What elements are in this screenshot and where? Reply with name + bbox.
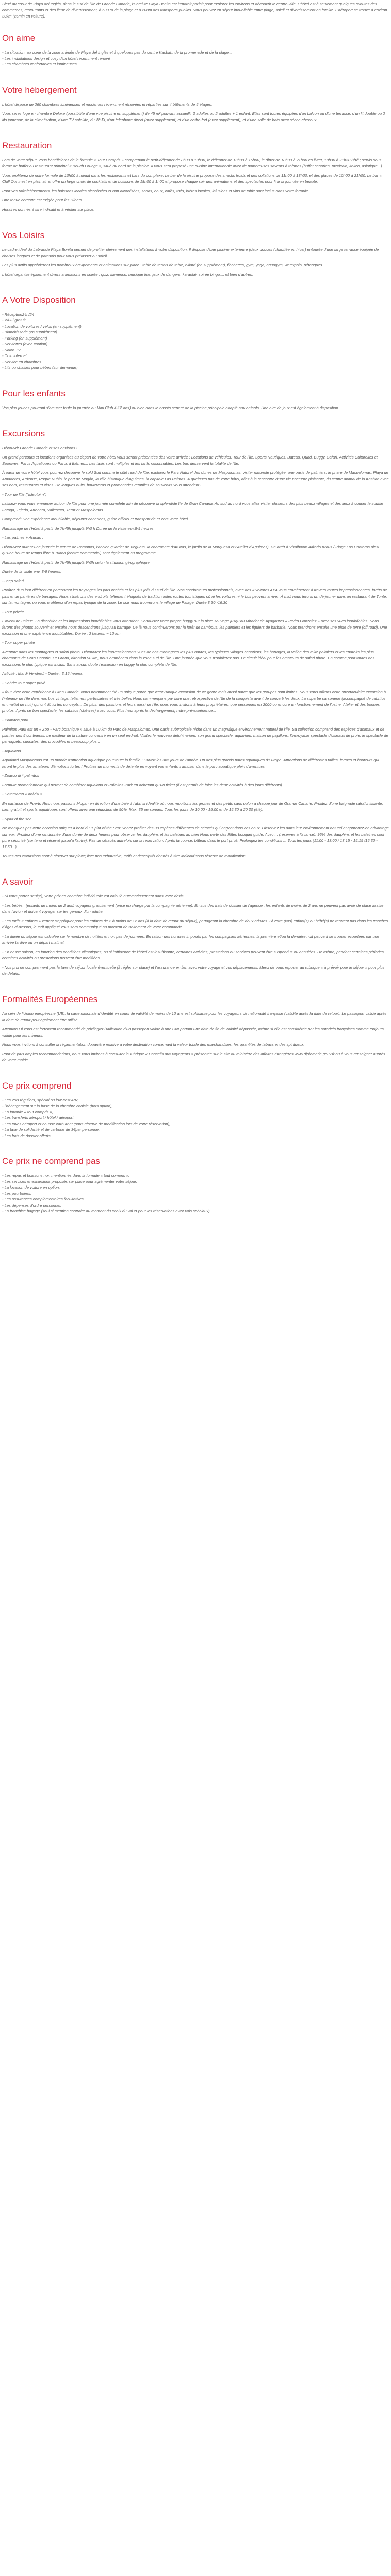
list-item: - Les assurances complémentaires facultatives, (2, 1197, 85, 1201)
section-paragraph: - Les tarifs « enfants » venant s'appliquer pour les enfants de 2 à moins de 12 ans (à la date de retour du séjour), partageant la chambre de deux adultes. Si votre (vos) enfant(s) ou bébé(s) ne rentrent pas dans les tranches d'âges ci-dessus, le tarif appliqué vous sera communiqué au moment de traitement de votre commande. (2, 918, 388, 929)
section-paragraph: Au sein de l'Union européenne (UE), la carte nationale d'identité en cours de validité de moins de 10 ans est suffisante pour les voyageurs de nationalité française (validité après la date de retour). Le passeport valide après la date de retour peut également être utilisé. (2, 1011, 387, 1022)
section-on-aime (2, 33, 389, 67)
list-item: - Wi-Fi gratuit (2, 318, 26, 323)
page (0, 0, 391, 1214)
section-paragraph: - Aqualand (2, 748, 21, 753)
list-item: - Réception24h/24 (2, 312, 35, 317)
section-formalit-s-europ-ennes (2, 994, 389, 1063)
section-paragraph: Formule promotionnelle qui permet de combiner Aqualand et Palmitos Park en achetant qu'un ticket (il est permis de faire les deux activités à des jours différents). (2, 782, 283, 787)
section-paragraph: L'aventure unique. La discrétion et les impressions inoubliables vous attendent. Conduisez votre propre buggy sur la piste sauvage jusqu'au Mirador de Ayagaures « Pedro Gonzalez » avec ses vues inoubliables. Nous ferons des photos souvenir et ensuite nous descendrons jusqu'au barrage. De là nous continuerons par la forêt de bambous, les palmiers et les figuiers de barbarie. Nous prendrons ensuite une piste de terre (off road). Une excursion et une expérience inoubliables. Durée : 2 heures, ~ 10 km (2, 618, 387, 636)
sections-container (2, 33, 389, 1214)
section-paragraph: Toutes ces excursions sont à réserver sur place; liste non exhaustive, tarifs et descriptifs donnés à titre indicatif sous réserve de modification. (2, 853, 247, 858)
list-item: - La franchise bagage (soul si mention contraire au moment du choix du vol et pour les réservations avec vols spéciaux). (2, 1209, 211, 1213)
list-item: - Les frais de dossier offerts. (2, 1133, 52, 1138)
section-paragraph: En partance de Puerto Rico nous passons Mogan en direction d'une baie à l'abri si idéalité où nous mouillons les grottes et des petits sans qu'on a chaque jour de Grande Canarie. Profitez d'une baignade rafraîchissante, bien gratuit et sports aquatiques sont offerts avec une réduction de 50%. Max. 35 personnes. Tous les jours de 10:00 - 15:00 et de 15:30 à 20:30 (été). (2, 801, 383, 812)
section-paragraph: Ramassage de l'Hôtel à partir de 7h45h jusqu'à 9h0 h Durée de la visite env.8-9 heures. (2, 526, 155, 531)
section-paragraph: Ne manquez pas cette occasion unique! A bord du "Spirit of the Sea" venez profiter des 30 espèces différentes de cétacés qui nagent dans ces eaux. Observez les dans leur environnement naturel et apprenez-en advantage sur eux. Profitez d'une randonnée d'une durée de deux heures pour observer les dauphins et les baleines au bien Nous partir des flûtes bouquet guide. Avec ... (réservez à l'avance), 95% des dauphins et les baleines sont pure sécurisé (contenu et réservé jusqu'à l'autre). Pas de cétacés autrefois sur la réservation. Après la course, bâteau dans le port privé. Prolongez les conditions ... Tous les jours (11:00 - 13:00 / 13:15 - 15:15 /15:30 - 17:30...). (2, 825, 389, 849)
section-paragraph: - Zparco di * palmitos (2, 773, 39, 778)
section-paragraph: - Nos prix ne comprennent pas la taxe de séjour locale éventuelle (à régler sur place) et l'assurance en lien avec votre voyage et vos déplacements. Merci de vous reporter au rubrique « à prévoir pour le séjour » pour plus de détails. (2, 964, 385, 976)
section-paragraph: - Si vous partez seul(e), votre prix en chambre individuelle est calculé automatiquement dans votre devis. (2, 893, 185, 899)
list-item: - Les taxes aéroport et hausse carburant (sous réserve de modification lors de votre réservation), (2, 1121, 171, 1126)
intro-text: Situé au cœur de Playa del Inglés, dans le sud de l'île de Grande Canarie, l'Hotel 4* Playa Bonita est l'endroit parfait pour explorer les environs et découvrir le centre-ville. L'hôtel est à seulement quelques minutes des commerces, restaurants et des lieux de divertissement, à 500 m de la plage et à 200m des transports publics. Vous pouvez en séjour inoubliable entre plage, soleil et divertissement en famille. L'aéroport se trouve à environ 30km (25min en voiture). (2, 2, 387, 19)
section-paragraph: Aventure dans les montagnes et safari photo. Découvrez les impressionnants vues de nos montagnes les plus hautes, les typiques villages canariens, les barrages, la vallée des mille palmiers et les endroits les plus charmants de Gran Canaria. Le Grand, direction 90 km, nous emmènera dans la zone sud de l'île. Une journée que vous n'oublierez pas. Le circuit idéal pour les amateurs de safari photo. En comme pour toutes nos excursions le plus typique est inclus. Sans aucun doute l'excursion en buggy la plus complète de l'île. (2, 649, 375, 667)
section-paragraph: Nous vous invitons à consulter la réglementation douanière relative à votre destination concernant la valeur totale des marchandises, les quantités de tabacs et des spiritueux. (2, 1042, 305, 1047)
list-item: - Service en chambres (2, 359, 41, 364)
section-paragraph: - Tour privée (2, 609, 24, 614)
section-paragraph: Le cadre idéal du Labrande Playa Bonita permet de profiter pleinement des installations à votre disposition. Il dispose d'une piscine extérieure (deux douces (chauffée en hiver) entourée d'une large terrasse équipée de chaises longues et de parasols pour vous prélasser au soleil. (2, 247, 379, 258)
section-paragraph: - Tour de l'île ("Isleutoi n") (2, 492, 47, 497)
section-paragraph: Aqualand Maspalomas est un monde d'attraction aquatique pour toute la famille ! Ouvert les 365 jours de l'année. Un des plus grands parcs aquatiques d'Europe. Attractions de différentes tailles, formes et hauteurs qui feront le plus des amateurs d'émotions fortes ! Profitez de moments de détente en voyant vos enfants s'amuser dans le parc aquatique plein d'aventure. (2, 757, 379, 769)
section-heading: Vos Loisirs (2, 230, 45, 240)
section-paragraph: Les plus actifs apprécieront les nombreux équipements et animations sur place : table de tennis de table, billard (en supplément), fléchettes, gym, yoga, aquagym, waterpolo, pétanques... (2, 262, 325, 267)
section-paragraph: - Cabrito tour super privé (2, 680, 45, 685)
section-paragraph: Il faut vivre cette expérience à Gran Canaria. Nous notamment été un unique parce que c'est l'unique excursion de ce genre mais aussi parce que les groupes sont limités. Nous vous offrons cette spectaculaire excursion à l'intérieur de l'île dans nos bus vintage, tellement particulières et très belles Nous commençons par faire une rétrospective de l'île de la conquista avant de converti les deux. La superbe carsonerie (accompagné de cabritos en maillot de nuit) qui ont dû ici les concepts... De plus, des passions et leurs aussi de l'île, nous vous invitons à leurs propriétaires, que personnes en 2000 ou encore un fonctionnement de l'usine. Atelier et des bonnes photos. Après ce bon spectacle, les cabritos (chèvres) avec vous. Plus haut après la déchargement, notre pré-expérience... (2, 689, 386, 713)
section-heading: Votre hébergement (2, 84, 77, 95)
section-paragraph: Lors de votre séjour, vous bénéficierez de la formule « Tout Compris » comprenant le petit-déjeuner de 8h00 à 10h30, le déjeuner de 13h00 à 15h00, le dîner de 18h00 à 21h00 en livrer, 18h30 à 21h30 l'été ; servis sous forme de buffet au restaurant principal « Bouch Lounge », situé au bord de la piscine. Il vous sera proposé une cuisine internationale avec de nombreuses saveurs à thèmes (buffet canarien, mexicain, italien, asiatique...). (2, 157, 383, 168)
list-item: - Blanchisserie (en supplément) (2, 330, 57, 334)
list-item: - Serviettes (avec caution) (2, 342, 48, 346)
list-item: - Lits ou chaises pour bébés (sur demande) (2, 365, 78, 370)
section-paragraph: Une tenue correcte est exigée pour les Dîners. (2, 197, 84, 202)
list-item: - La location de voiture en option, (2, 1185, 60, 1190)
section-paragraph: - Spirit of the sea (2, 816, 32, 821)
section-votre-h-bergement (2, 85, 389, 123)
list-item: - Les repas et boissons non mentionnés dans la formule « tout compris », (2, 1173, 129, 1178)
section-heading: Formalités Européennes (2, 994, 98, 1004)
section-paragraph: - En basse saison, en fonction des conditions climatiques, ou si l'affluence de l'hôtel est insuffisante, certaines activités, prestations ou services peuvent être suspendus ou annulées. De même, pendant certaines périodes, certaines activités ou prestations peuvent être modifiées. (2, 949, 385, 960)
section-paragraph: Durée de la visite env. 8-9 heures. (2, 569, 62, 574)
section-paragraph: - Jeep safari (2, 578, 24, 583)
section-a-votre-disposition (2, 295, 389, 371)
section-paragraph: Horaires donnés à titre indicatif et à vérifier sur place. (2, 207, 95, 212)
section-paragraph: Un grand parcours et locations organisés au départ de votre hôtel vous seront présentées dès votre arrivée : Locations de véhicules, Tour de l'île, Sports Nautiques, Bateau, Quad, Buggy, Safari, Activités Culturelles et Sportives, Parcs Aquatiques ou Parcs à thèmes... Les taxis sont multiples et les tarifs raisonnables. Les bus desservent la totalité de l'île. (2, 454, 378, 466)
section-paragraph: Pour de plus amples recommandations, nous vous invitons à consulter la rubrique « Conseils aux voyageurs » présentée sur le site du ministère des affaires étrangères www.diplomatie.gouv.fr ou à vous renseigner auprès de votre mairie. (2, 1051, 385, 1062)
list-item: - Les services et excursions proposés sur place pour agrémenter votre séjour, (2, 1179, 137, 1184)
section-a-savoir (2, 877, 389, 977)
section-ce-prix-comprend (2, 1081, 389, 1139)
section-paragraph: Découvrir Grande Canarie et ses environs ! (2, 445, 78, 450)
section-paragraph: Comprend: Une expérience inoubliable, déjeuner canariens, guide officiel et transport de et vers votre hôtel. (2, 516, 189, 521)
section-paragraph: L'hôtel dispose de 260 chambres lumineuses et modernes récemment rénovées et réparties sur 4 bâtiments de 5 étages. (2, 101, 213, 107)
list-item: - Les pourboires, (2, 1191, 31, 1196)
section-paragraph: Vous serez logé en chambre Deluxe (possibilité d'une vue piscine en supplément) de 45 m² pouvant accueillir 3 adultes ou 2 adultes + 1 enfant. Elles sont toutes équipées d'un balcon ou d'une terrasse, d'un lit double ou 2 lits jumeaux, de la climatisation, d'une TV satellite, du Wi-Fi, d'un téléphone direct (avec supplément) et d'un coffre-fort (avec supplément), et d'une salle de bain avec sèche-cheveux. (2, 111, 385, 122)
section-paragraph: L'hôtel organise également divers animations en soirée : quiz, flamenco, musique live, jeux de dangers, karaoké, soirée bingo,... et bien d'autres. (2, 272, 253, 277)
section-heading: A Votre Disposition (2, 295, 76, 305)
section-paragraph: Pour vos rafraîchissements, les boissons locales alcoolisées et non alcoolisées, sodas, eaux, cafés, thés, bières locales, infusions et vins de table sont inclus dans votre formule. (2, 188, 309, 193)
section-paragraph: Laissez- vous vous emmener autour de l'île pour une journée complète afin de découvrir la splendide île de Gran Canaria. Au sud au nord vous allez visiter plusieurs des plus beaux villages et des lieux à couper le souffle Fataga, Tejeda, Artenara, Valleseco, Teror et Maspalomas. (2, 501, 384, 512)
section-paragraph: - Tour super privée (2, 640, 35, 645)
section-paragraph: - Palmitos park (2, 717, 28, 722)
list-item: - Les chambres confortables et lumineuses (2, 62, 77, 66)
section-paragraph: Vous profiterez de notre formule de 10h00 à minuit dans les restaurants et bars du complexe. Le bar de la piscine propose des snacks froids et des collations de 11h00 à 18h00, et des glaces de 10h00 à 21h00. Le bar « Chill Out » est en plein air et offre un large choix de cocktails et de boissons de 18h00 à 1h00 et propose chaque soir des animations et des spectacles pour finir la journée en beauté. (2, 173, 382, 184)
section-paragraph: Ramassage de l'Hôtel à partir de 7h45h jusqu'à 9h0h selon la situation géographique (2, 560, 150, 565)
section-heading: Pour les enfants (2, 388, 66, 398)
section-paragraph: Profitez d'un jour différent en parcourant les paysages les plus cachés et les plus jolis du sud de l'île. Nos conducteurs professionnels, avec des « voitures 4X4 vous emmèneront à travers routes impressionnantes, forêts de pins et de paniéres de barrages. Nous s'intérons des endroits tellement éloignés de traditionnelles routes touristiques où ni les voitures ni le bus peuvent arriver. À midi nous ferons un dérjeuner dans un restaurant de Tunte, sur la montagne, où vous profiterez d'un repas typique de la zone. Le soir nous trouverons le village de Palage. Durée 8:30 -16:30 (2, 587, 387, 605)
list-item: - l'hébergement sur la base de la chambre choisie (hors option), (2, 1104, 113, 1108)
list-item: - Les dépenses d'ordre personnel, (2, 1202, 62, 1208)
section-pour-les-enfants (2, 388, 389, 411)
list-item: - Les installations design et cosy d'un hôtel récemment rénové (2, 56, 110, 61)
list-item: - Les vols réguliers, spécial ou low-cost A/R, (2, 1097, 79, 1103)
list-item: - Parking (en supplément) (2, 335, 47, 341)
list-item: - La situation, au cœur de la zone animée de Playa del Inglés et à quelques pas du centre Kasbah, de la promenade et de la plage... (2, 50, 232, 55)
list-item: - Location de voitures / vélos (en supplément) (2, 324, 82, 329)
list-item: - Les transferts aéroport / hôtel / aéroport (2, 1115, 74, 1120)
section-paragraph: Activité : Mardi Vendredi - Durée : 3.15 heures (2, 671, 83, 676)
section-heading: A savoir (2, 876, 34, 887)
list-item: - Coin internet (2, 353, 27, 358)
section-heading: Ce prix comprend (2, 1080, 72, 1091)
section-paragraph: - Les bébés : (enfants de moins de 2 ans) voyagent gratuitement (prise en charge par la compagnie aérienne). En sus des frais de dossier de l'agence : les enfants de moins de 2 ans ne peuvent pas avoir de place assise dans l'avion et doivent voyager sur les genoux d'un adulte. (2, 903, 384, 914)
section-vos-loisirs (2, 230, 389, 278)
section-paragraph: Découvrez durant une journée le centre de Romanos, l'ancien quartier de Vegueta, la charmante d'Arucas, le jardin de la Marquesa et l'Atelier d'Agüimes). Un arrêt à Vivalboom Alfredo Kraus / Plage Las Canteras ainsi qu'une heure de temps libre à Triana (centre commercial) sont également au programme. (2, 544, 379, 555)
section-paragraph: À partir de votre hôtel vous pourrez découvrir le sold Sud comme le côté nord de l'île, explorez le Parc Naturel des dunes de Maspalomas, visiter naturelle protégée, une oasis de palmiers, le phare de Maspalomas, Playa de Amadores, Ardenue, Roque Nublo, le port de Mogán, la ville historique d'Agüimes, la capitale Las Palmas. À quelques pas de votre hôtel, allez à la rencontre d'une vie nocturne plaisante, du centre animal de la Kasbah avec ses bars, restaurants et clubs. De longues nuits, boulevards et promenades remplies de souvenirs vous attendent ! (2, 470, 389, 487)
section-paragraph: Palmitos Park est un « Zoo - Parc botanique » situé à 10 km du Parc de Maspalomas. Une oasis subtropicale niche dans un magnifique environnement naturel de l'île. Sa collection comprend des espèces d'animaux et de plantes des 5 continents. Le meilleur de la nature concentré en un seul endroit. Visitez le nouveau delphinarium, son grand spectacle, aquarium, maison de papillons, l'incroyable spectacle d'oiseaux de proie, le spectacle de perroquets, suricates, des crocodiles et beaucoup plus... (2, 726, 388, 744)
list-item: - La formule « tout compris », (2, 1109, 53, 1114)
section-paragraph: - La durée du séjour est calculée sur le nombre de nuitées et non pas de journées. En raison des horaires imposés par les compagnies aériennes, la première et/ou la dernière nuit peuvent se trouver écourtées par une arrivée tardive ou un départ matinal. (2, 934, 380, 945)
section-heading: Ce prix ne comprend pas (2, 1156, 100, 1166)
section-restauration (2, 141, 389, 213)
section-ce-prix-ne-comprend-pas (2, 1156, 389, 1214)
section-paragraph: - Las palmes + Arucas : (2, 535, 43, 540)
section-paragraph: - Catamaran « ahlvisi » (2, 791, 43, 796)
section-heading: Restauration (2, 140, 52, 150)
section-paragraph: Attention ! Il vous est fortement recommandé de privilégier l'utilisation d'un passeport valide à une CNI portant une date de fin de validité dépassée, même si elle est considérée par les autorités françaises comme toujours valide pour les mineurs. (2, 1026, 384, 1038)
section-heading: On aime (2, 33, 36, 43)
section-heading: Excursions (2, 428, 45, 438)
list-item: - La taxe de solidarité et de carbone de 3€par personne, (2, 1127, 100, 1132)
section-excursions (2, 429, 389, 859)
section-paragraph: Vos plus jeunes pourront s'amuser toute la journée au Mini Club 4-12 ans) ou bien dans le bassin séparé de la piscine principale adapté aux enfants. Une aire de jeux est également à disposition. (2, 405, 339, 410)
list-item: - Salon TV (2, 347, 21, 352)
